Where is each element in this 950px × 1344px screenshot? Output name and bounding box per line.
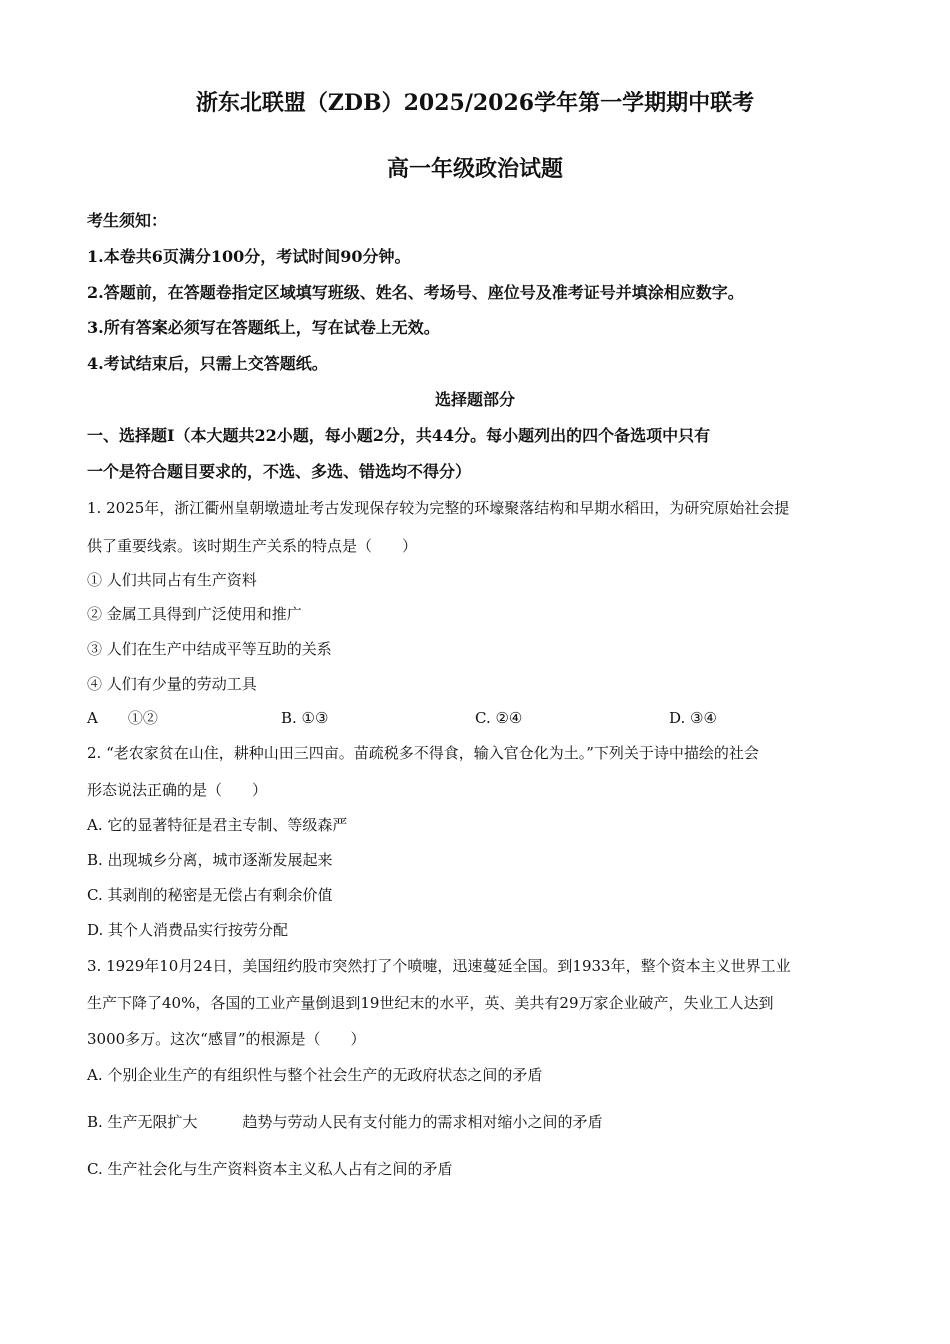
question-1-statement: ② 金属工具得到广泛使用和推广 <box>87 605 302 623</box>
question-2-option: B. 出现城乡分离，城市逐渐发展起来 <box>87 851 333 869</box>
notice-item: 1.本卷共6页满分100分，考试时间90分钟。 <box>87 247 411 266</box>
question-1-option-b: B. ①③ <box>281 709 329 727</box>
question-3-stem: 3000多万。这次“感冒”的根源是（ ） <box>87 1030 366 1048</box>
question-3-stem: 3. 1929年10月24日，美国纽约股市突然打了个喷嚏，迅速蔓延全国。到1933年，整个资本主义世界工业 <box>87 957 791 975</box>
section-instruction: 一、选择题Ⅰ（本大题共22小题，每小题2分，共44分。每小题列出的四个备选项中只有 <box>87 426 711 445</box>
notice-item: 4.考试结束后，只需上交答题纸。 <box>87 354 328 373</box>
notice-item: 2.答题前，在答题卷指定区域填写班级、姓名、考场号、座位号及准考证号并填涂相应数字。 <box>87 283 744 302</box>
section-instruction: 一个是符合题目要求的，不选、多选、错选均不得分） <box>87 462 472 481</box>
question-1-option-c: C. ②④ <box>475 709 523 727</box>
question-3-option: A. 个别企业生产的有组织性与整个社会生产的无政府状态之间的矛盾 <box>87 1066 543 1084</box>
question-3-option: B. 生产无限扩大 趋势与劳动人民有支付能力的需求相对缩小之间的矛盾 <box>87 1113 603 1131</box>
question-3-option: C. 生产社会化与生产资料资本主义私人占有之间的矛盾 <box>87 1160 453 1178</box>
question-1-option-d: D. ③④ <box>669 709 717 727</box>
exam-subtitle: 高一年级政治试题 <box>386 156 563 182</box>
question-2-option: D. 其个人消费品实行按劳分配 <box>87 921 289 939</box>
question-1-stem: 供了重要线索。该时期生产关系的特点是（ ） <box>87 537 418 555</box>
question-3-stem: 生产下降了40%，各国的工业产量倒退到19世纪末的水平，英、美共有29万家企业破产，失业工人达到 <box>87 994 774 1012</box>
notice-item: 3.所有答案必须写在答题纸上，写在试卷上无效。 <box>87 318 440 337</box>
question-1-stem: 1. 2025年，浙江衢州皇朝墩遗址考古发现保存较为完整的环壕聚落结构和早期水稻田，为研究原始社会提 <box>87 499 790 517</box>
question-2-stem: 2. “老农家贫在山住，耕种山田三四亩。苗疏税多不得食，输入官仓化为土。”下列关于诗中描绘的社会 <box>87 744 759 762</box>
question-1-statement: ① 人们共同占有生产资料 <box>87 571 257 589</box>
question-2-stem: 形态说法正确的是（ ） <box>87 781 268 799</box>
question-1-option-a: A ①② <box>87 709 158 727</box>
exam-title: 浙东北联盟（ZDB）2025/2026学年第一学期期中联考 <box>195 90 755 116</box>
section-title: 选择题部分 <box>434 390 515 409</box>
question-2-option: C. 其剥削的秘密是无偿占有剩余价值 <box>87 886 333 904</box>
question-2-option: A. 它的显著特征是君主专制、等级森严 <box>87 816 348 834</box>
question-1-statement: ④ 人们有少量的劳动工具 <box>87 675 257 693</box>
question-1-statement: ③ 人们在生产中结成平等互助的关系 <box>87 640 332 658</box>
notice-heading: 考生须知： <box>87 211 168 230</box>
